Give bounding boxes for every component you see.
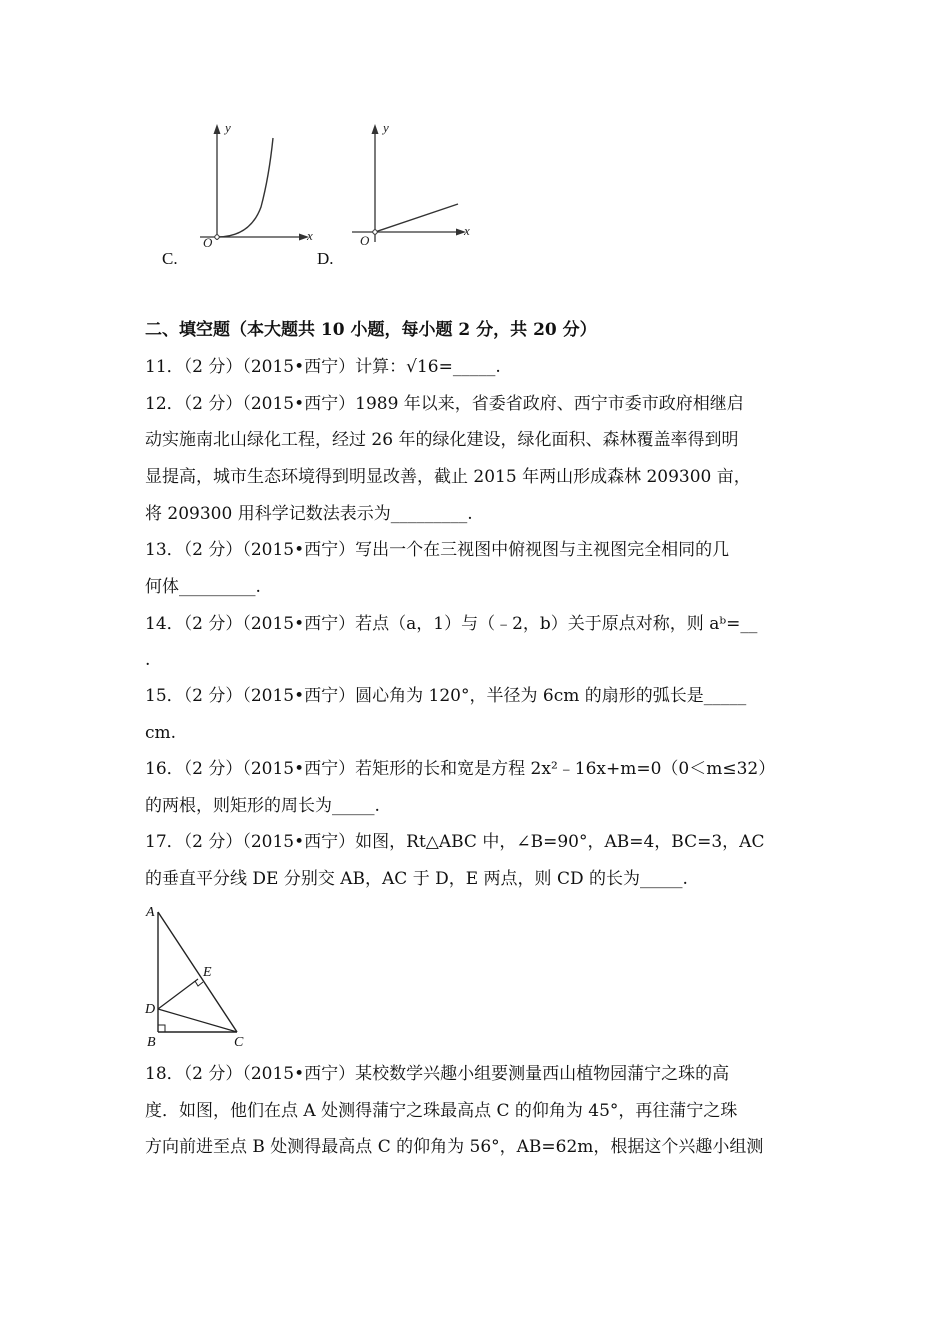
graph-c-y-label: y [225,120,231,135]
question-13-line-1: 13．（2 分）（2015•西宁）写出一个在三视图中俯视图与主视图完全相同的几 [145,540,730,560]
graph-option-d [350,112,480,252]
question-17-line-1: 17．（2 分）（2015•西宁）如图，Rt△ABC 中，∠B=90°，AB=4，BC=3，AC [145,832,765,852]
question-16-line-1: 16．（2 分）（2015•西宁）若矩形的长和宽是方程 2x²﹣16x+m=0（0＜m≤32） [145,759,776,779]
vertex-d-label: D [145,1002,156,1017]
vertex-a-label: A [146,905,155,920]
question-16-line-2: 的两根，则矩形的周长为_____. [145,796,380,816]
question-12-line-4: 将 209300 用科学记数法表示为_________. [145,504,473,524]
question-12-line-3: 显提高，城市生态环境得到明显改善，截止 2015 年两山形成森林 209300 亩， [145,467,751,487]
vertex-b-label: B [147,1035,156,1050]
question-15-line-2: cm. [145,723,177,743]
graph-d-y-label: y [383,120,389,135]
graph-option-c [195,112,320,252]
graph-d-origin-label: O [360,233,370,248]
question-17-line-2: 的垂直平分线 DE 分别交 AB，AC 于 D，E 两点，则 CD 的长为_____. [145,869,688,889]
option-d-label: D. [317,249,334,268]
graph-c-x-label: x [307,228,313,243]
question-13-line-2: 何体_________. [145,577,261,597]
vertex-c-label: C [234,1035,244,1050]
question-18-line-3: 方向前进至点 B 处测得最高点 C 的仰角为 56°，AB=62m，根据这个兴趣小组测 [145,1137,764,1157]
vertex-e-label: E [203,965,212,980]
question-12-line-1: 12．（2 分）（2015•西宁）1989 年以来，省委省政府、西宁市委市政府相继启 [145,394,744,414]
option-c-label: C. [162,249,178,268]
graph-d-x-label: x [464,223,470,238]
question-14-line-2: . [145,650,151,670]
question-18-line-2: 度．如图，他们在点 A 处测得蒲宁之珠最高点 C 的仰角为 45°，再往蒲宁之珠 [145,1101,738,1121]
question-15-line-1: 15．（2 分）（2015•西宁）圆心角为 120°，半径为 6cm 的扇形的弧长是_____ [145,686,747,706]
question-12-line-2: 动实施南北山绿化工程，经过 26 年的绿化建设，绿化面积、森林覆盖率得到明 [145,430,739,450]
question-11: 11．（2 分）（2015•西宁）计算：√16=_____. [145,357,501,377]
graph-c-origin-label: O [203,235,213,250]
question-14-line-1: 14．（2 分）（2015•西宁）若点（a，1）与（﹣2，b）关于原点对称，则 aᵇ=__ [145,614,758,634]
question-18-line-1: 18．（2 分）（2015•西宁）某校数学兴趣小组要测量西山植物园蒲宁之珠的高 [145,1064,730,1084]
triangle-figure [143,902,258,1052]
section-title: 二、填空题（本大题共 10 小题，每小题 2 分，共 20 分） [145,320,597,340]
